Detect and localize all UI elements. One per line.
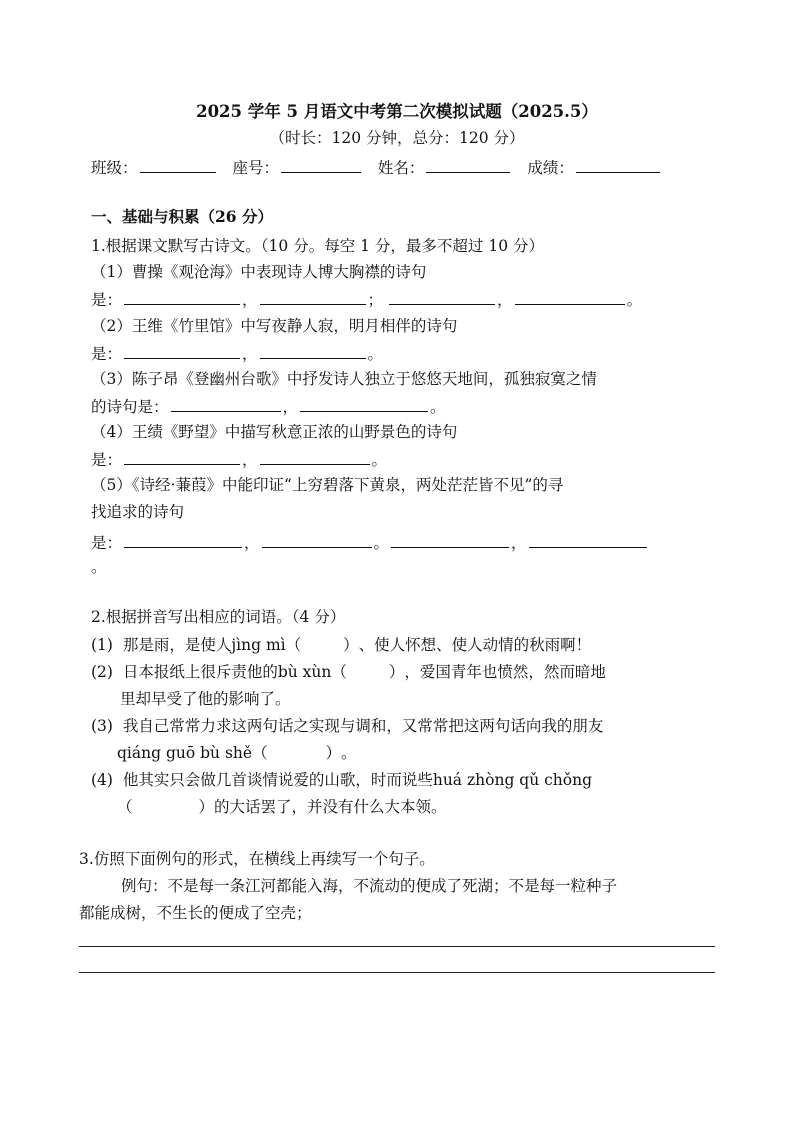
score-label: 成绩： (527, 159, 574, 177)
blank[interactable] (391, 532, 509, 548)
blank[interactable] (124, 289, 240, 305)
q2-item-2-cont: 里却早受了他的影响了。 (120, 690, 291, 708)
answer-line-2[interactable] (79, 972, 715, 973)
q1-item-4-answer: 是： ， 。 (91, 451, 388, 469)
blank[interactable] (260, 289, 366, 305)
q1-prompt: 1.根据课文默写古诗文。（10 分。每空 1 分，最多不超过 10 分） (91, 237, 544, 255)
name-blank[interactable] (426, 157, 510, 173)
q3-example-line1: 例句：不是每一条江河都能入海，不流动的便成了死湖；不是每一粒种子 (121, 877, 618, 895)
q2-item-4: (4) 他其实只会做几首谈情说爱的山歌，时而说些huá zhòng qǔ chǒng (91, 771, 593, 789)
exam-duration-subtitle: （时长：120 分钟，总分：120 分） (269, 129, 525, 147)
class-label: 班级： (91, 159, 138, 177)
page-title: 2025 学年 5 月语文中考第二次模拟试题（2025.5） (196, 102, 598, 121)
pinyin: bù xùn (277, 663, 332, 681)
q3-example-line2: 都能成树，不生长的便成了空壳； (79, 904, 312, 922)
q2-item-1: (1) 那是雨，是使人jìng mì（ ）、使人怀想、使人动情的秋雨啊！ (91, 636, 592, 654)
answer-parens[interactable]: （ ） (252, 744, 342, 762)
blank[interactable] (260, 343, 366, 359)
pinyin: qiáng guō bù shě (117, 744, 253, 762)
pinyin: huá zhòng qǔ chǒng (432, 771, 593, 789)
q1-item-2-answer: 是： ， 。 (91, 345, 384, 363)
blank[interactable] (389, 289, 495, 305)
q2-item-4-cont: （ ）的大话罢了，并没有什么大本领。 (117, 798, 447, 816)
score-blank[interactable] (576, 157, 660, 173)
q2-item-2: (2) 日本报纸上很斥责他的bù xùn（ ），爱国青年也愤然，然而暗地 (91, 663, 606, 681)
section-heading: 一、基础与积累（26 分） (91, 207, 273, 226)
blank[interactable] (515, 289, 625, 305)
name-label: 姓名： (377, 159, 425, 177)
q3-prompt: 3.仿照下面例句的形式，在横线上再续写一个句子。 (79, 850, 435, 868)
blank[interactable] (124, 343, 240, 359)
blank[interactable] (262, 532, 372, 548)
blank[interactable] (124, 449, 240, 465)
q1-item-1-text: （1）曹操《观沧海》中表现诗人博大胸襟的诗句 (91, 263, 427, 281)
blank[interactable] (124, 532, 242, 548)
q1-item-5-text: （5）《诗经·蒹葭》中能印证“上穷碧落下黄泉，两处茫茫皆不见”的寻 (91, 476, 564, 494)
q1-item-5-period: 。 (91, 558, 107, 576)
answer-line-1[interactable] (79, 946, 715, 947)
q2-prompt: 2.根据拼音写出相应的词语。（4 分） (91, 608, 346, 626)
blank[interactable] (300, 396, 428, 412)
blank[interactable] (171, 396, 281, 412)
q1-item-3-text: （3）陈子昂《登幽州台歌》中抒发诗人独立于悠悠天地间，孤独寂寞之情 (91, 370, 597, 388)
answer-parens[interactable]: （ ） (331, 663, 405, 681)
q1-item-5-answer: 是： ， 。 ， (91, 532, 649, 553)
q1-item-1-answer: 是： ， ； ， 。 (91, 291, 643, 309)
pinyin: jìng mì (231, 636, 286, 654)
q2-item-3: (3) 我自己常常力求这两句话之实现与调和，又常常把这两句话向我的朋友 (91, 717, 604, 735)
blank[interactable] (529, 532, 647, 548)
seat-blank[interactable] (281, 157, 361, 173)
q1-item-5-text2: 找追求的诗句 (91, 503, 185, 521)
q1-item-4-text: （4）王绩《野望》中描写秋意正浓的山野景色的诗句 (91, 423, 458, 441)
answer-parens[interactable]: （ ） (285, 636, 359, 654)
seat-label: 座号： (232, 159, 279, 177)
blank[interactable] (260, 449, 370, 465)
class-blank[interactable] (140, 157, 216, 173)
q1-item-3-answer: 的诗句是： ， 。 (91, 398, 446, 416)
q2-item-3-cont: qiáng guō bù shě（ ）。 (117, 744, 357, 762)
q1-item-2-text: （2）王维《竹里馆》中写夜静人寂，明月相伴的诗句 (91, 317, 458, 335)
student-info-row (91, 157, 662, 178)
answer-parens[interactable]: （ ） (117, 798, 215, 816)
